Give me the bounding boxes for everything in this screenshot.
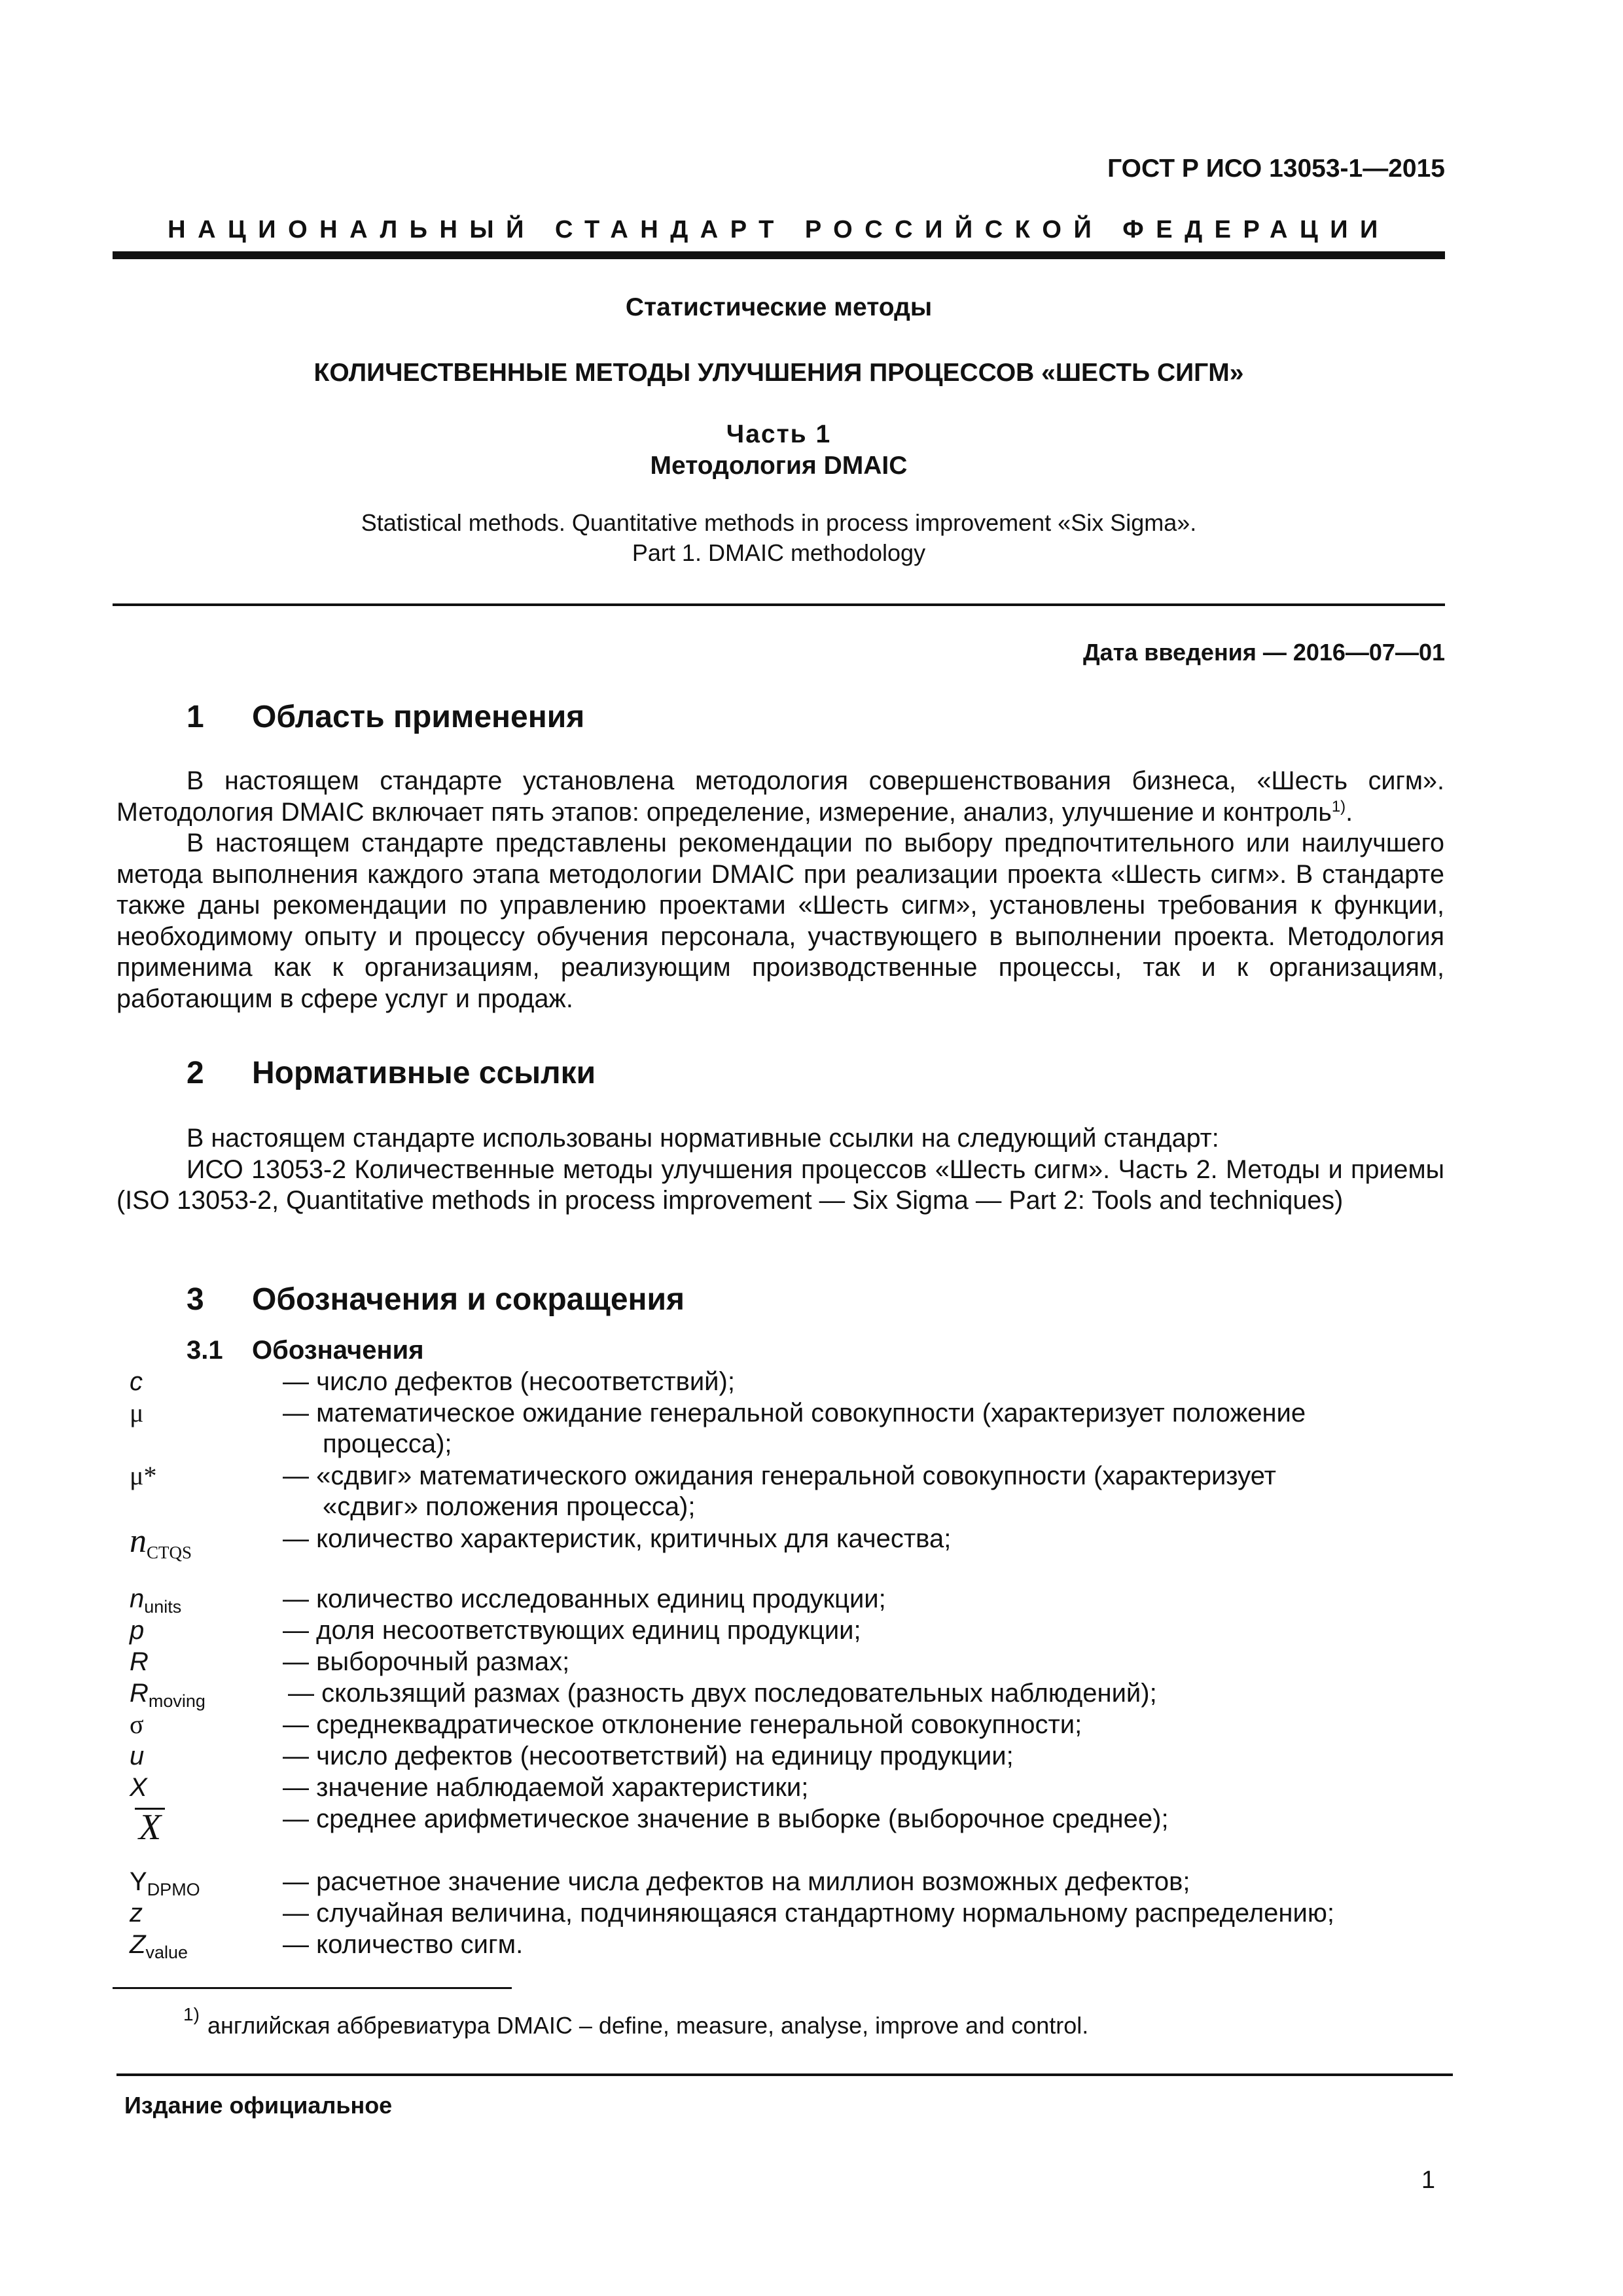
page-number: 1: [1421, 2166, 1435, 2194]
title-main: КОЛИЧЕСТВЕННЫЕ МЕТОДЫ УЛУЧШЕНИЯ ПРОЦЕССОВ «ШЕСТЬ СИГМ»: [313, 359, 1244, 387]
footnote-rule: [113, 1987, 512, 1989]
section-1-paragraph-1: В настоящем стандарте установлена методология совершенствования бизнеса, «Шесть сигм». Методология DMAIC включает пять этапов: определение, измерение, анализ, улучшение и контроль$^{1)}$.: [116, 766, 1444, 827]
symbol-description: — среднее арифметическое значение в выборке (выборочное среднее);: [283, 1804, 1169, 1833]
symbol: $R_{moving}$: [130, 1679, 205, 1711]
symbol-description-continued: «сдвиг» положения процесса);: [323, 1492, 696, 1521]
symbol-description: — значение наблюдаемой характеристики;: [283, 1773, 809, 1802]
footnote-marker: 1): [183, 2004, 200, 2024]
symbol: R: [130, 1647, 149, 1676]
title-part: Часть 1: [726, 420, 832, 448]
subsection-3-1-number: 3.1: [187, 1336, 223, 1365]
symbol-description: — доля несоответствующих единиц продукции;: [283, 1616, 861, 1645]
section-3-number: 3: [187, 1282, 204, 1317]
symbol: $Z_{value}$: [130, 1930, 188, 1962]
national-standard-banner: НАЦИОНАЛЬНЫЙ СТАНДАРТ РОССИЙСКОЙ ФЕДЕРАЦИИ: [168, 216, 1390, 243]
section-2-number: 2: [187, 1056, 204, 1090]
symbol-description: — количество сигм.: [283, 1930, 524, 1959]
section-1-paragraph-2: В настоящем стандарте представлены рекомендации по выбору предпочтительного или наилучшего метода выполнения каждого этапа методологии DMAIC при реализации проекта «Шесть сигм». В стандарте также даны рекомендации по управлению проектами «Шесть сигм», установлены требования к функции, необходимому опыту и процессу обучения персонала, участвующего в выполнении проекта. Методология применима как к организациям, реализующим производственные процессы, так и к организациям, работающим в сфере услуг и продаж.: [116, 829, 1444, 1013]
section-2-paragraph-2: ИСО 13053-2 Количественные методы улучшения процессов «Шесть сигм». Часть 2. Методы и приемы (ISO 13053-2, Quantitative methods in process improvement — Six Sigma — Part 2: Tools and techniques): [116, 1155, 1444, 1215]
symbol: μ: [130, 1398, 144, 1427]
header-rule: [113, 251, 1445, 259]
title-english-line2: Part 1. DMAIC methodology: [632, 539, 926, 566]
symbol-description: — расчетное значение числа дефектов на миллион возможных дефектов;: [283, 1867, 1190, 1896]
symbol-description: — случайная величина, подчиняющаяся стандартному нормальному распределению;: [283, 1899, 1334, 1928]
symbol-description: — количество исследованных единиц продукции;: [283, 1585, 886, 1613]
symbol-description: — математическое ожидание генеральной совокупности (характеризует положение: [283, 1399, 1306, 1427]
symbol: $n_{units}$: [130, 1585, 182, 1617]
symbol-description: — скользящий размах (разность двух последовательных наблюдений);: [288, 1679, 1157, 1708]
section-3-title: Обозначения и сокращения: [252, 1282, 685, 1317]
footer-rule: [116, 2073, 1453, 2076]
introduction-date: Дата введения — 2016—07—01: [1082, 639, 1445, 666]
symbol-description-continued: процесса);: [323, 1429, 452, 1458]
footnote-reference: 1): [1331, 797, 1346, 816]
symbol: p: [130, 1616, 145, 1645]
symbol: X: [130, 1773, 147, 1802]
section-1-number: 1: [187, 700, 204, 734]
symbol: $n_{CTQS}$: [130, 1522, 192, 1562]
section-2-body: [116, 1123, 1444, 1217]
symbol-description: — среднеквадратическое отклонение генеральной совокупности;: [283, 1710, 1082, 1739]
symbol-description: — число дефектов (несоответствий) на единицу продукции;: [283, 1742, 1014, 1770]
symbol-description: — выборочный размах;: [283, 1647, 570, 1676]
title-subtitle: Методология DMAIC: [650, 452, 908, 480]
footnote-text: английская аббревиатура DMAIC – define, measure, analyse, improve and control.: [207, 2012, 1089, 2039]
symbol: $Y_{DPMO}$: [130, 1867, 200, 1899]
title-rule: [113, 603, 1445, 606]
document-code: ГОСТ Р ИСО 13053-1—2015: [1107, 154, 1445, 183]
title-english-line1: Statistical methods. Quantitative methods in process improvement «Six Sigma».: [361, 509, 1197, 536]
section-1-body: [116, 766, 1444, 1014]
symbol: z: [130, 1899, 143, 1928]
symbol: c: [130, 1367, 143, 1396]
subsection-3-1-title: Обозначения: [252, 1336, 424, 1365]
symbol: X: [135, 1808, 165, 1845]
symbol-description: — количество характеристик, критичных для качества;: [283, 1524, 952, 1553]
symbol: u: [130, 1742, 145, 1770]
symbol-description: — «сдвиг» математического ожидания генеральной совокупности (характеризует: [283, 1462, 1276, 1490]
edition-label: Издание официальное: [124, 2092, 393, 2119]
section-1-title: Область применения: [252, 700, 585, 734]
symbol: μ*: [130, 1461, 157, 1490]
symbol: σ: [130, 1710, 144, 1739]
section-2-title: Нормативные ссылки: [252, 1056, 596, 1090]
symbol-description: — число дефектов (несоответствий);: [283, 1367, 735, 1396]
title-category: Статистические методы: [625, 293, 933, 321]
section-2-paragraph-1: В настоящем стандарте использованы нормативные ссылки на следующий стандарт:: [187, 1124, 1219, 1153]
